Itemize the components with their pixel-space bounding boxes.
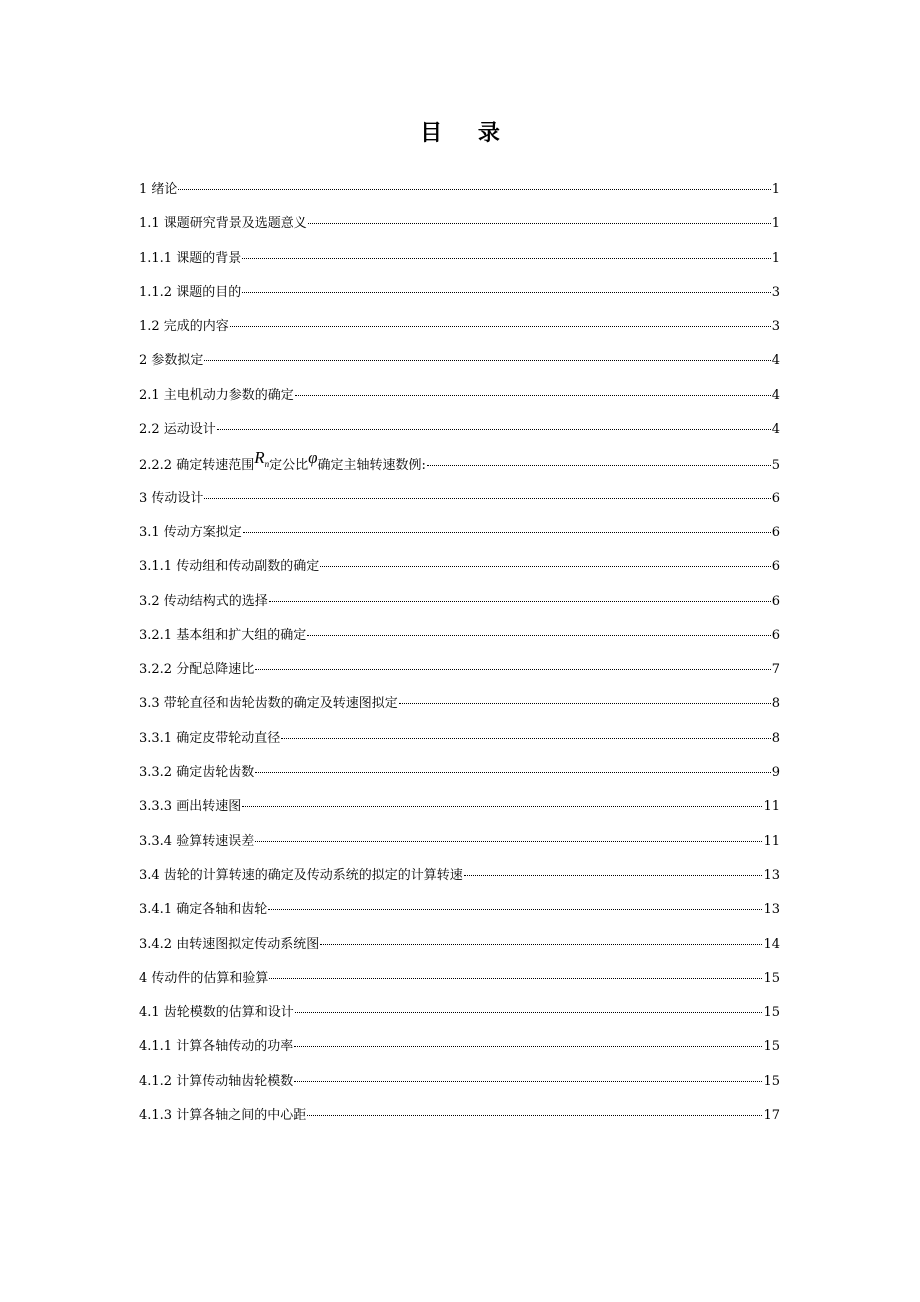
toc-page-number: 4 [771,387,780,403]
toc-entry[interactable] [139,969,780,1003]
toc-entry[interactable] [139,1037,780,1071]
toc-page-number: 13 [763,902,780,918]
toc-page-number: 15 [763,1039,780,1055]
toc-entry-text: 4.1.1 计算各轴传动的功率 [139,1039,294,1055]
toc-entry-text: 3.1 传动方案拟定 [139,524,242,540]
toc-entry[interactable] [139,797,780,831]
dot-leader [255,841,762,842]
toc-entry[interactable] [139,1106,780,1140]
toc-entry-text [139,448,426,480]
toc-page-number: 13 [763,867,780,883]
toc-entry-text: 3.3.1 确定皮带轮动直径 [139,730,281,746]
toc-entry[interactable] [139,317,780,351]
toc-entry-text: 2.1 主电机动力参数的确定 [139,387,294,403]
toc-entry[interactable] [139,180,780,214]
toc-entry[interactable] [139,866,780,900]
dot-leader [295,1012,763,1013]
toc-entry[interactable] [139,935,780,969]
page-title: 目 录 [420,121,514,146]
toc-entry[interactable] [139,832,780,866]
dot-leader [204,498,770,499]
dot-leader [307,1115,762,1116]
toc-entry-text: 4.1 齿轮模数的估算和设计 [139,1005,294,1021]
speed-range-symbol-subscript: n [264,459,270,470]
toc-page-number: 9 [771,765,780,781]
toc-entry[interactable] [139,660,780,694]
dot-leader [464,875,763,876]
toc-entry-text: 4.1.3 计算各轴之间的中心距 [139,1108,307,1124]
dot-leader [243,532,771,533]
toc-entry-text: 3.2.2 分配总降速比 [139,662,255,678]
dot-leader [269,601,771,602]
toc-page-number: 8 [771,696,780,712]
toc-page-number: 14 [763,936,780,952]
toc-entry-text: 3.3.2 确定齿轮齿数 [139,765,255,781]
toc-entry-text: 3.1.1 传动组和传动副数的确定 [139,559,320,575]
toc-entry[interactable] [139,694,780,728]
toc-entry-text: 3.2 传动结构式的选择 [139,593,268,609]
dot-leader [281,738,771,739]
dot-leader [307,635,771,636]
dot-leader [255,669,771,670]
toc-page-number: 6 [771,490,780,506]
toc-entry[interactable] [139,351,780,385]
toc-page-number: 7 [771,662,780,678]
toc-entry[interactable] [139,900,780,934]
toc-list [139,180,780,1140]
toc-page-number: 3 [771,319,780,335]
toc-entry[interactable] [139,592,780,626]
dot-leader [294,1081,762,1082]
toc-page-number: 15 [763,1005,780,1021]
ratio-phi-symbol: φ [308,448,318,468]
toc-entry-text: 3.3 带轮直径和齿轮齿数的确定及转速图拟定 [139,696,398,712]
toc-entry-text: 4 传动件的估算和验算 [139,970,269,986]
toc-page-number: 11 [763,799,780,815]
toc-entry-text: 3.2.1 基本组和扩大组的确定 [139,627,307,643]
toc-entry-text: 4.1.2 计算传动轴齿轮模数 [139,1073,294,1089]
toc-entry[interactable] [139,420,780,454]
toc-page-number: 4 [771,422,780,438]
toc-page-number: 8 [771,730,780,746]
toc-entry-text: 1.1.1 课题的背景 [139,250,242,266]
toc-page-number: 5 [771,458,780,474]
toc-entry[interactable] [139,626,780,660]
toc-entry[interactable] [139,1072,780,1106]
toc-entry-text: 3.3.4 验算转速误差 [139,833,255,849]
toc-entry-text: 3.3.3 画出转速图 [139,799,242,815]
toc-entry[interactable] [139,763,780,797]
dot-leader [399,703,771,704]
toc-page-number: 17 [763,1108,780,1124]
dot-leader [242,292,771,293]
toc-entry-text: 3.4.2 由转速图拟定传动系统图 [139,936,320,952]
toc-page-number: 15 [763,970,780,986]
toc-entry-text-part: 确定主轴转速数例: [317,458,426,474]
dot-leader [427,465,771,466]
toc-entry-text: 2 参数拟定 [139,353,204,369]
toc-page-number: 6 [771,627,780,643]
toc-entry-text: 3.4 齿轮的计算转速的确定及传动系统的拟定的计算转速 [139,867,463,883]
toc-entry[interactable] [139,489,780,523]
toc-entry[interactable] [139,729,780,763]
dot-leader [255,772,771,773]
dot-leader [242,806,762,807]
toc-page-number: 1 [771,250,780,266]
toc-entry-text-part: 2.2.2 确定转速范围 [139,458,255,474]
dot-leader [204,360,770,361]
toc-entry[interactable] [139,1003,780,1037]
toc-entry-text: 3 传动设计 [139,490,204,506]
dot-leader [294,1046,762,1047]
toc-page-number: 4 [771,353,780,369]
dot-leader [178,189,770,190]
speed-range-symbol-letter: R [254,448,265,468]
toc-entry[interactable] [139,448,780,488]
toc-entry[interactable] [139,557,780,591]
dot-leader [217,429,771,430]
toc-page-number: 3 [771,284,780,300]
toc-page-number: 6 [771,593,780,609]
toc-entry[interactable] [139,523,780,557]
toc-page-number: 1 [771,182,780,197]
dot-leader [320,566,771,567]
toc-entry-text: 1 绪论 [139,182,178,197]
toc-page-number: 15 [763,1073,780,1089]
dot-leader [295,395,771,396]
toc-entry-text: 3.4.1 确定各轴和齿轮 [139,902,268,918]
toc-entry-text-part: 定公比 [269,458,309,474]
dot-leader [269,978,762,979]
dot-leader [308,223,771,224]
toc-entry-text: 1.2 完成的内容 [139,319,229,335]
toc-entry[interactable] [139,214,780,248]
dot-leader [320,944,762,945]
toc-entry-text: 1.1.2 课题的目的 [139,284,242,300]
toc-page-number: 6 [771,524,780,540]
toc-entry-text: 1.1 课题研究背景及选题意义 [139,216,307,232]
dot-leader [242,258,771,259]
dot-leader [230,326,771,327]
toc-entry[interactable] [139,386,780,420]
toc-entry[interactable] [139,249,780,283]
speed-range-symbol [254,448,269,474]
dot-leader [268,909,762,910]
toc-entry-text: 2.2 运动设计 [139,422,216,438]
toc-page-number: 6 [771,559,780,575]
toc-page-number: 1 [771,216,780,232]
toc-page-number: 11 [763,833,780,849]
toc-entry[interactable] [139,283,780,317]
